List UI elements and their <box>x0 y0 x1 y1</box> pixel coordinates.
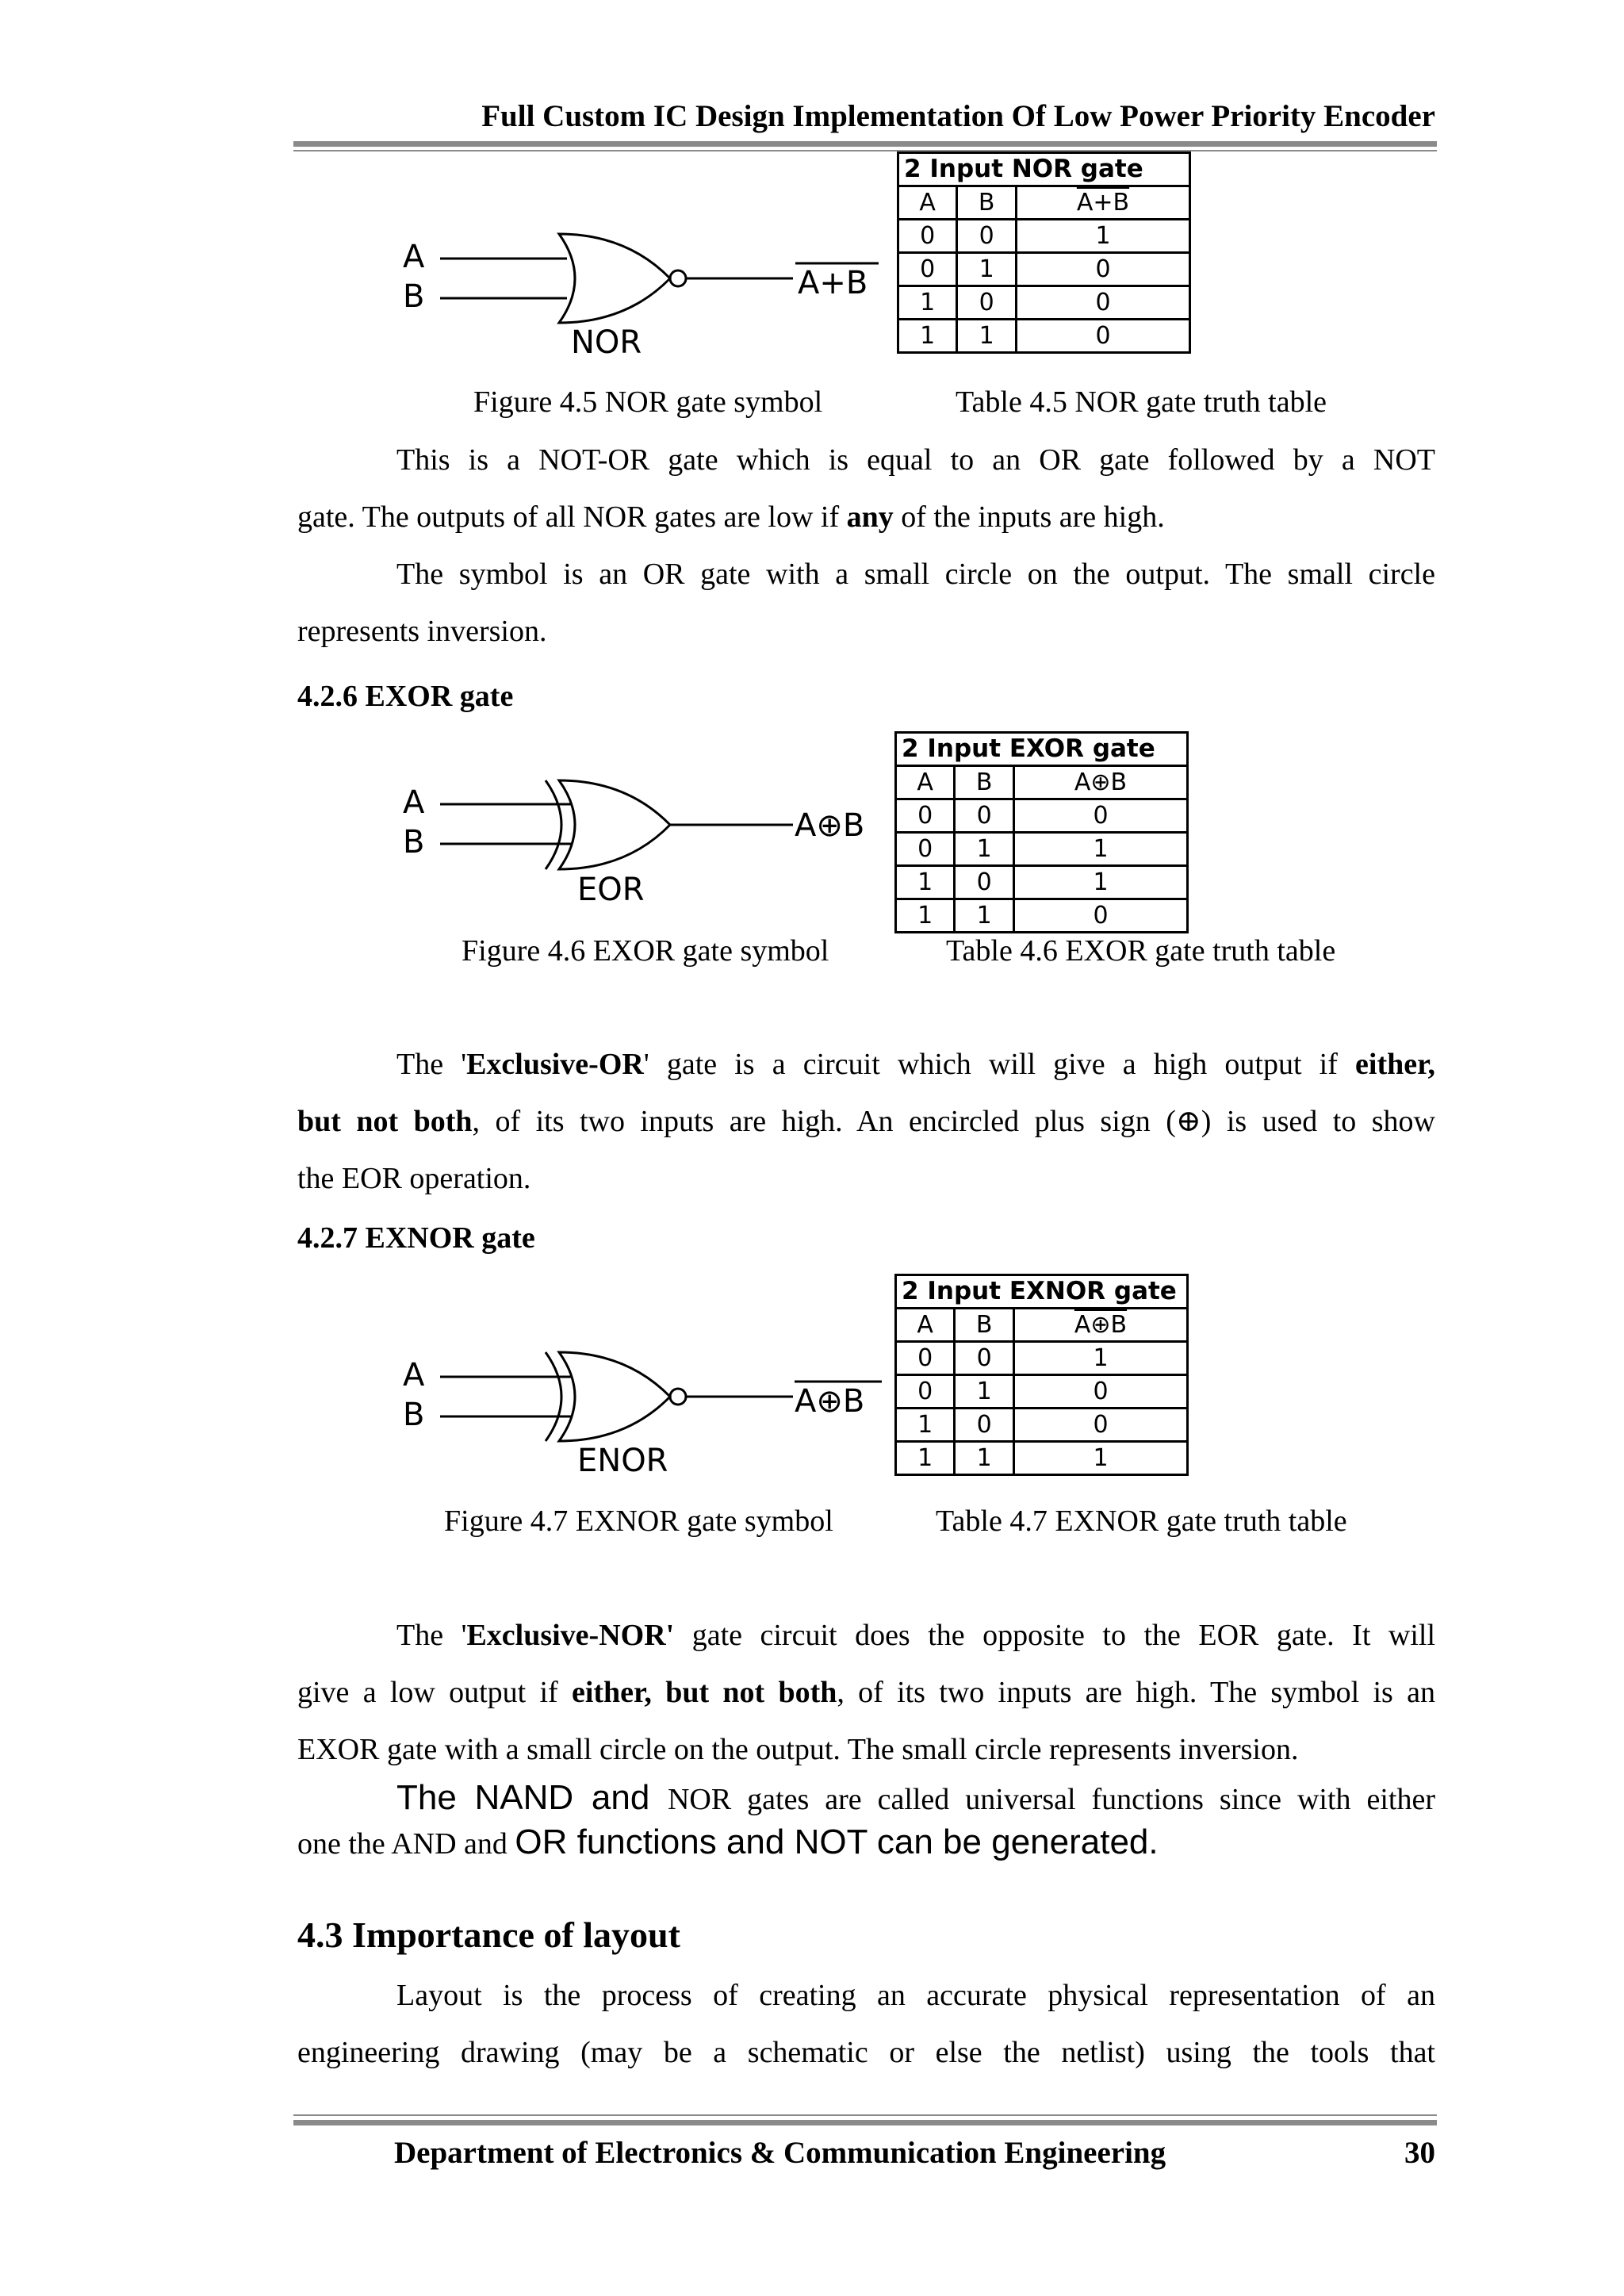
nor-description-paragraph <box>297 431 1435 546</box>
table-header-cell: A <box>896 766 955 799</box>
text-line: The NAND and NOR gates are called universal functions since with either <box>396 1778 1435 1817</box>
table-cell: 0 <box>1013 1409 1187 1442</box>
exor-input-a-label: A <box>403 784 425 821</box>
table-cell: 1 <box>955 833 1014 866</box>
exnor-gate-symbol <box>389 1340 896 1483</box>
exnor-input-b-label: B <box>403 1397 425 1433</box>
exor-table-caption: Table 4.6 EXOR gate truth table <box>946 934 1336 968</box>
exor-input-b-label: B <box>403 824 425 861</box>
table-cell: 1 <box>896 1409 955 1442</box>
table-cell: 1 <box>955 1442 1014 1475</box>
table-cell: 0 <box>898 220 957 253</box>
exnor-gate-body <box>559 1352 670 1441</box>
text-line: represents inversion. <box>297 615 547 648</box>
table-cell: 1 <box>896 899 955 933</box>
nor-symbol-paragraph <box>297 546 1435 660</box>
table-cell: 0 <box>898 253 957 286</box>
text-line: give a low output if either, but not both, of its two inputs are high. The symbol is an <box>297 1676 1435 1709</box>
table-cell: 1 <box>1013 833 1187 866</box>
table-header-cell: A+B <box>1016 186 1189 220</box>
universal-gates-paragraph <box>297 1777 1435 1865</box>
section-heading-exor: 4.2.6 EXOR gate <box>297 680 514 713</box>
table-cell: 1 <box>1013 1342 1187 1375</box>
text-line: The 'Exclusive-NOR' gate circuit does the opposite to the EOR gate. It will <box>396 1619 1436 1652</box>
nor-figure-caption: Figure 4.5 NOR gate symbol <box>473 385 823 419</box>
text-line: EXOR gate with a small circle on the output. The small circle represents inversion. <box>297 1733 1299 1766</box>
nor-table-title: 2 Input NOR gate <box>898 153 1190 186</box>
exor-truth-table <box>894 731 1189 933</box>
table-header-cell: A⊕B <box>1013 766 1187 799</box>
table-cell: 1 <box>896 1442 955 1475</box>
table-header-cell: A⊕B <box>1013 1309 1187 1342</box>
page-number: 30 <box>1404 2136 1435 2170</box>
table-cell: 1 <box>1013 866 1187 899</box>
nor-input-a-label: A <box>403 239 425 275</box>
nor-input-b-label: B <box>403 278 425 315</box>
table-cell: 0 <box>896 1375 955 1409</box>
exnor-description-paragraph <box>297 1607 1435 1778</box>
table-cell: 0 <box>1016 320 1189 353</box>
text-line: engineering drawing (may be a schematic or else the netlist) using the tools that <box>297 2036 1435 2069</box>
exnor-truth-table <box>894 1274 1189 1476</box>
exnor-table-title: 2 Input EXNOR gate <box>896 1275 1188 1309</box>
text-line: The symbol is an OR gate with a small circle on the output. The small circle <box>396 558 1435 591</box>
table-cell: 1 <box>955 1375 1014 1409</box>
table-cell: 1 <box>898 320 957 353</box>
exnor-input-a-label: A <box>403 1357 425 1393</box>
table-cell: 0 <box>1013 799 1187 833</box>
table-header-cell: B <box>957 186 1017 220</box>
table-cell: 1 <box>1016 220 1189 253</box>
nor-inversion-bubble <box>670 270 686 286</box>
table-cell: 0 <box>896 1342 955 1375</box>
nor-table-caption: Table 4.5 NOR gate truth table <box>956 385 1327 419</box>
table-cell: 0 <box>1016 286 1189 320</box>
table-header-cell: A <box>898 186 957 220</box>
text-line: but not both, of its two inputs are high. An encircled plus sign (⊕) is used to show <box>297 1105 1435 1138</box>
exnor-inversion-bubble <box>670 1389 686 1405</box>
table-cell: 0 <box>955 1409 1014 1442</box>
table-header-cell: B <box>955 766 1014 799</box>
table-cell: 1 <box>957 253 1017 286</box>
text-line: gate. The outputs of all NOR gates are low if any of the inputs are high. <box>297 500 1165 534</box>
text-line: This is a NOT-OR gate which is equal to an OR gate followed by a NOT <box>396 443 1435 477</box>
text-line: the EOR operation. <box>297 1162 531 1195</box>
exor-description-paragraph <box>297 1036 1435 1207</box>
section-heading-exnor: 4.2.7 EXNOR gate <box>297 1221 535 1255</box>
header-rule-thick <box>293 141 1437 147</box>
exor-output-label: A⊕B <box>795 807 865 844</box>
table-cell: 0 <box>896 799 955 833</box>
exor-gate-name: EOR <box>577 872 645 908</box>
table-header-cell: A <box>896 1309 955 1342</box>
nor-output-label: A+B <box>798 265 868 301</box>
text-line: one the AND and OR functions and NOT can be generated. <box>297 1823 1159 1861</box>
table-cell: 0 <box>955 866 1014 899</box>
footer-rule-thin <box>293 2114 1437 2116</box>
table-cell: 1 <box>896 866 955 899</box>
text-line: The 'Exclusive-OR' gate is a circuit which will give a high output if either, <box>396 1048 1435 1081</box>
exnor-output-label: A⊕B <box>795 1383 865 1420</box>
nor-truth-table <box>897 151 1191 354</box>
table-cell: 0 <box>1016 253 1189 286</box>
table-cell: 0 <box>955 1342 1014 1375</box>
text-line: Layout is the process of creating an accurate physical representation of an <box>396 1979 1435 2012</box>
exnor-gate-name: ENOR <box>577 1443 668 1479</box>
table-cell: 0 <box>957 286 1017 320</box>
exor-figure-caption: Figure 4.6 EXOR gate symbol <box>462 934 829 968</box>
footer-rule-thick <box>293 2120 1437 2125</box>
exor-table-title: 2 Input EXOR gate <box>896 733 1188 766</box>
layout-paragraph <box>297 1967 1435 2081</box>
exnor-table-caption: Table 4.7 EXNOR gate truth table <box>936 1504 1347 1538</box>
exor-gate-symbol <box>389 769 896 912</box>
exnor-figure-caption: Figure 4.7 EXNOR gate symbol <box>444 1504 833 1538</box>
table-header-cell: B <box>955 1309 1014 1342</box>
exor-gate-body <box>559 780 670 869</box>
table-cell: 1 <box>955 899 1014 933</box>
nor-gate-name: NOR <box>571 324 642 361</box>
table-cell: 1 <box>957 320 1017 353</box>
header-rule-thin <box>293 150 1437 151</box>
footer-department: Department of Electronics & Communication Engineering <box>394 2136 1166 2170</box>
section-heading-layout: 4.3 Importance of layout <box>297 1915 680 1955</box>
table-cell: 1 <box>898 286 957 320</box>
table-cell: 0 <box>955 799 1014 833</box>
nor-gate-body <box>559 234 670 323</box>
page-header-title: Full Custom IC Design Implementation Of Low Power Priority Encoder <box>481 99 1435 133</box>
table-cell: 0 <box>1013 1375 1187 1409</box>
table-cell: 1 <box>1013 1442 1187 1475</box>
nor-gate-symbol <box>389 222 896 365</box>
table-cell: 0 <box>1013 899 1187 933</box>
table-cell: 0 <box>896 833 955 866</box>
table-cell: 0 <box>957 220 1017 253</box>
